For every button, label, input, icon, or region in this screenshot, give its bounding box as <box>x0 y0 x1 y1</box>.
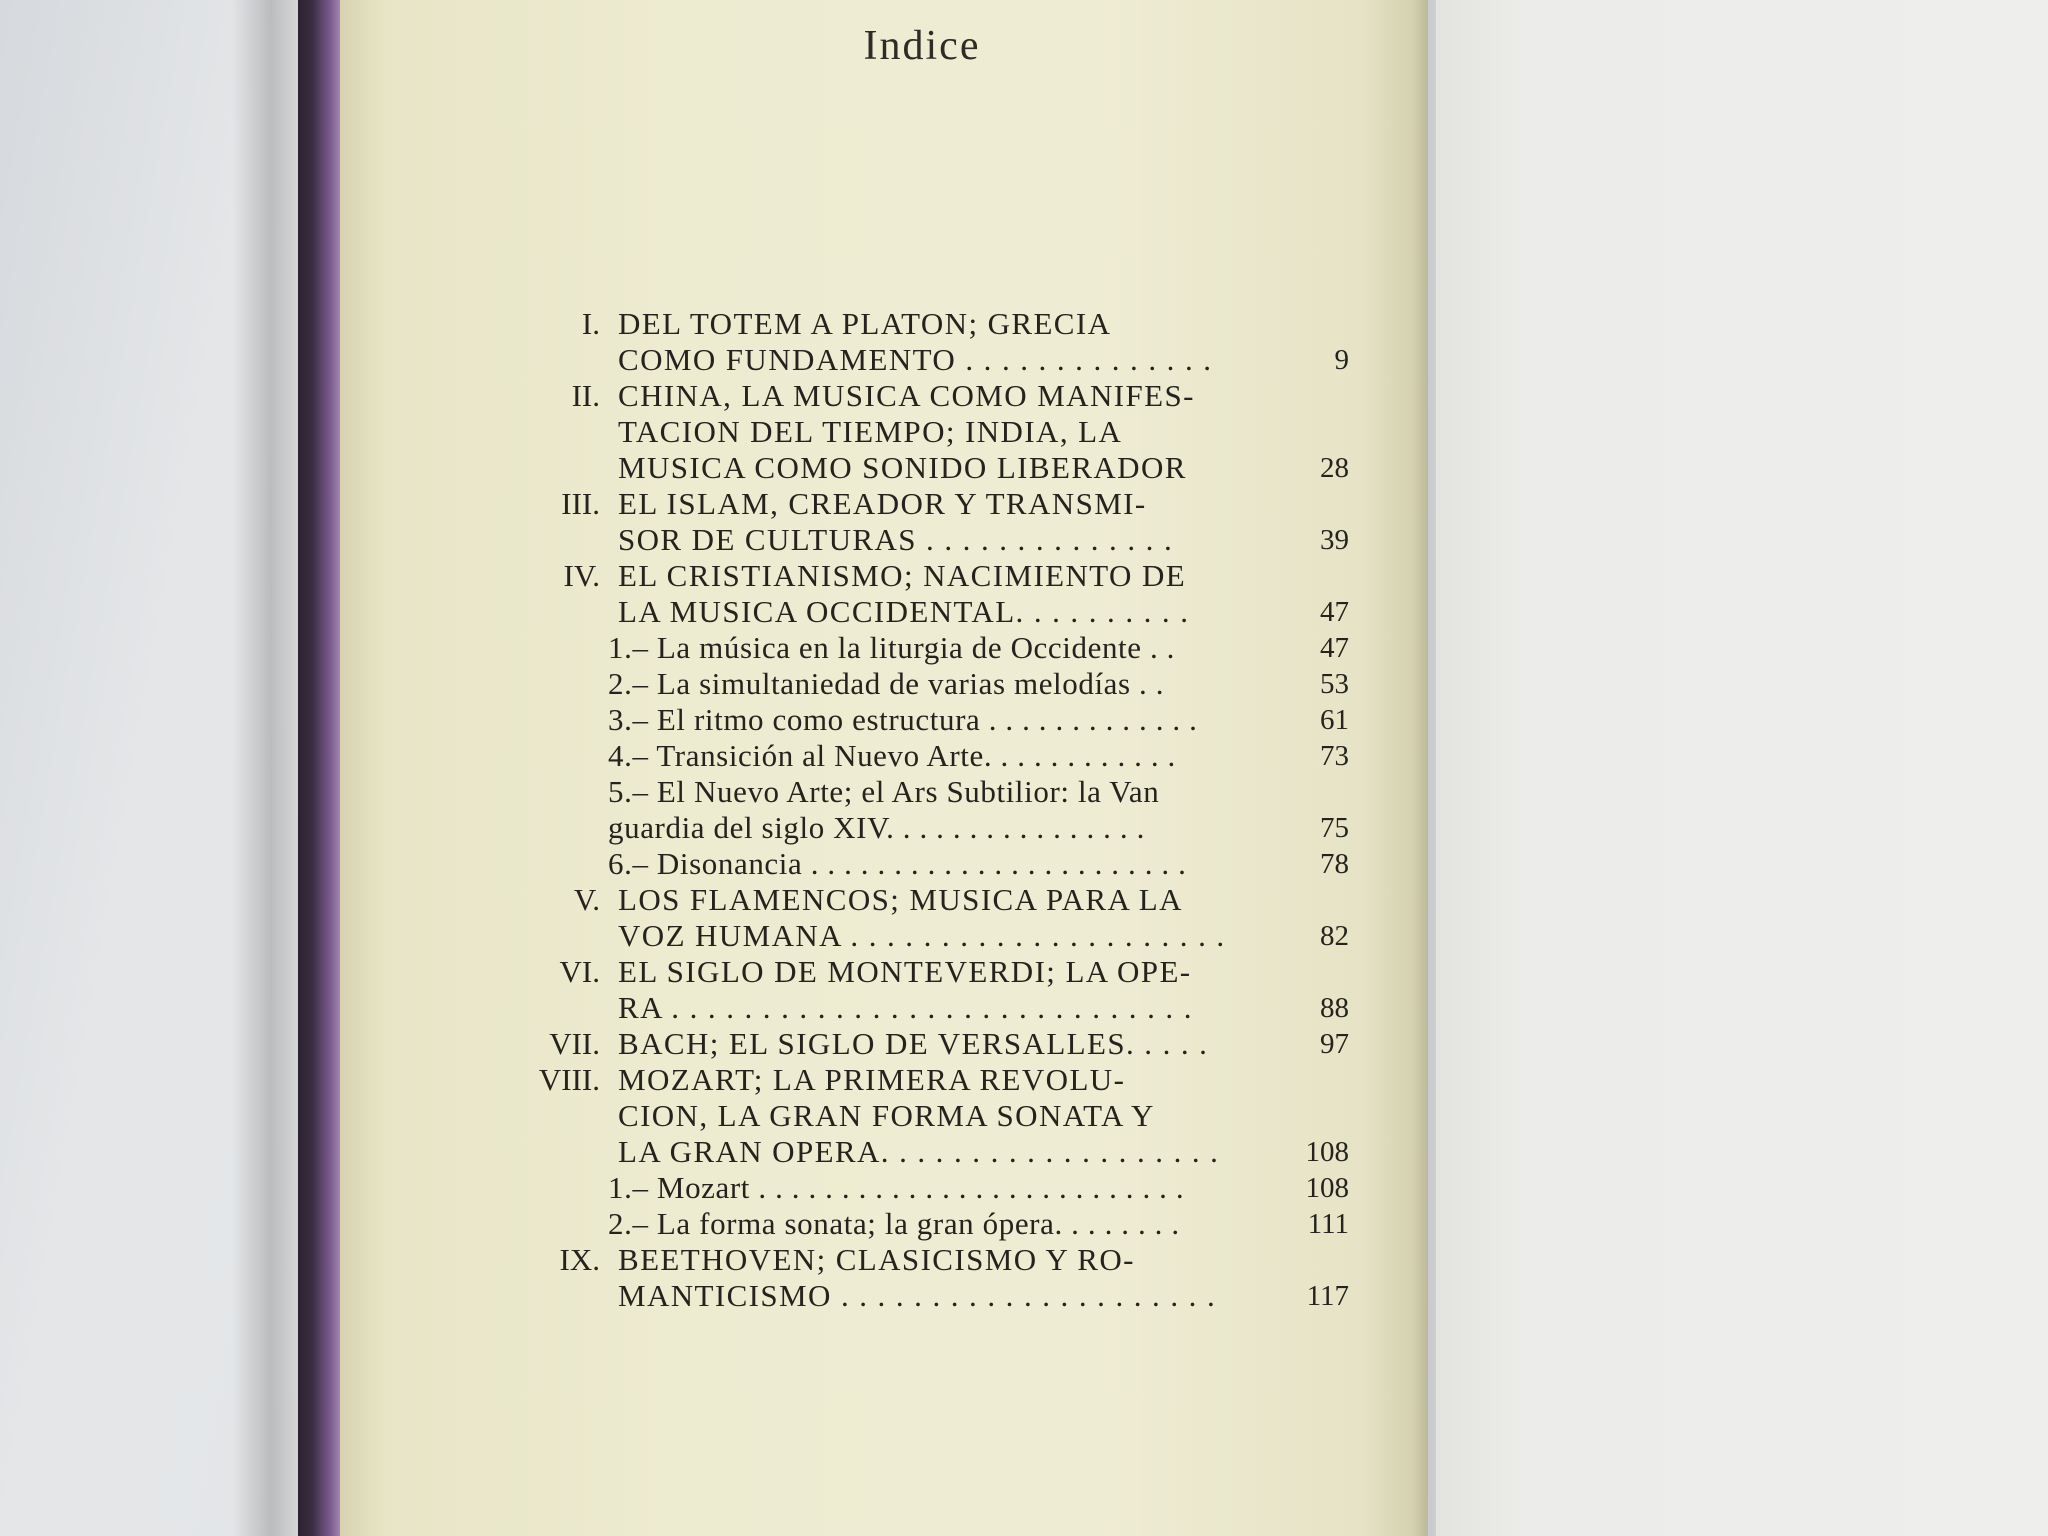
chapter-title: EL SIGLO DE MONTEVERDI; LA OPE- <box>618 954 1192 989</box>
chapter-number: I. <box>581 306 600 341</box>
page-number: 28 <box>1320 452 1349 484</box>
toc-line <box>500 1242 1360 1278</box>
page-number: 47 <box>1320 632 1349 664</box>
section-title: 1.– La música en la liturgia de Occidente . . <box>608 630 1176 665</box>
chapter-title: BACH; EL SIGLO DE VERSALLES. . . . . <box>618 1026 1209 1061</box>
page-number: 47 <box>1320 596 1349 628</box>
chapter-title: EL CRISTIANISMO; NACIMIENTO DE <box>618 558 1187 593</box>
page-number: 39 <box>1320 524 1349 556</box>
toc-line <box>500 342 1360 378</box>
chapter-title: CION, LA GRAN FORMA SONATA Y <box>618 1098 1155 1133</box>
toc-line <box>500 558 1360 594</box>
toc-line <box>500 306 1360 342</box>
title-text: Indice <box>863 23 981 69</box>
chapter-number: III. <box>561 486 600 521</box>
page-number: 117 <box>1306 1280 1349 1312</box>
toc-line <box>500 630 1360 666</box>
section-title: 2.– La forma sonata; la gran ópera. . . . . . . . <box>608 1206 1180 1241</box>
toc-line <box>500 882 1360 918</box>
chapter-title: DEL TOTEM A PLATON; GRECIA <box>618 306 1112 341</box>
chapter-title: LA GRAN OPERA. . . . . . . . . . . . . . . . . . . <box>618 1134 1220 1169</box>
section-title: guardia del siglo XIV. . . . . . . . . . . . . . . . <box>608 810 1145 845</box>
right-page <box>1436 0 2048 1536</box>
chapter-title: LA MUSICA OCCIDENTAL. . . . . . . . . . <box>618 594 1190 629</box>
chapter-number: VI. <box>559 954 600 989</box>
chapter-title: MUSICA COMO SONIDO LIBERADOR <box>618 450 1187 485</box>
toc-line <box>500 414 1360 450</box>
chapter-number: VIII. <box>538 1062 600 1097</box>
chapter-title: RA . . . . . . . . . . . . . . . . . . . . . . . . . . . . . <box>618 990 1193 1025</box>
page-number: 108 <box>1305 1172 1349 1204</box>
section-title: 3.– El ritmo como estructura . . . . . . . . . . . . . <box>608 702 1198 737</box>
page-number: 97 <box>1320 1028 1349 1060</box>
toc-line <box>500 486 1360 522</box>
page-number: 108 <box>1305 1136 1349 1168</box>
page-number: 78 <box>1320 848 1349 880</box>
chapter-number: IX. <box>559 1242 600 1277</box>
toc-line <box>500 522 1360 558</box>
page-number: 9 <box>1334 344 1349 376</box>
section-title: 2.– La simultaniedad de varias melodías . . <box>608 666 1165 701</box>
chapter-title: MOZART; LA PRIMERA REVOLU- <box>618 1062 1126 1097</box>
chapter-title: SOR DE CULTURAS . . . . . . . . . . . . . . <box>618 522 1174 557</box>
toc-line <box>500 594 1360 630</box>
page-number: 53 <box>1320 668 1349 700</box>
chapter-number: II. <box>571 378 600 413</box>
toc-line <box>500 702 1360 738</box>
chapter-number: V. <box>573 882 600 917</box>
section-title: 4.– Transición al Nuevo Arte. . . . . . . . . . . . <box>608 738 1176 773</box>
toc-line <box>500 990 1360 1026</box>
toc-line <box>500 954 1360 990</box>
table-of-contents <box>500 306 1360 1314</box>
page-number: 111 <box>1307 1208 1349 1240</box>
toc-line <box>500 846 1360 882</box>
page-number: 82 <box>1320 920 1349 952</box>
chapter-number: IV. <box>563 558 600 593</box>
chapter-title: BEETHOVEN; CLASICISMO Y RO- <box>618 1242 1135 1277</box>
chapter-title: TACION DEL TIEMPO; INDIA, LA <box>618 414 1123 449</box>
chapter-title: EL ISLAM, CREADOR Y TRANSMI- <box>618 486 1147 521</box>
toc-line <box>500 666 1360 702</box>
page-number: 73 <box>1320 740 1349 772</box>
toc-line <box>500 1170 1360 1206</box>
chapter-title: MANTICISMO . . . . . . . . . . . . . . . . . . . . . <box>618 1278 1217 1313</box>
page-number: 61 <box>1320 704 1349 736</box>
chapter-title: VOZ HUMANA . . . . . . . . . . . . . . . . . . . . . <box>618 918 1226 953</box>
section-title: 6.– Disonancia . . . . . . . . . . . . . . . . . . . . . . . <box>608 846 1187 881</box>
toc-line <box>500 1206 1360 1242</box>
page-number: 75 <box>1320 812 1349 844</box>
toc-line <box>500 1026 1360 1062</box>
page-number: 88 <box>1320 992 1349 1024</box>
toc-line <box>500 1278 1360 1314</box>
chapter-title: LOS FLAMENCOS; MUSICA PARA LA <box>618 882 1183 917</box>
page-title <box>0 22 2048 70</box>
section-title: 1.– Mozart . . . . . . . . . . . . . . . . . . . . . . . . . . <box>608 1170 1185 1205</box>
toc-line <box>500 1062 1360 1098</box>
toc-line <box>500 918 1360 954</box>
toc-line <box>500 774 1360 810</box>
chapter-number: VII. <box>549 1026 600 1061</box>
toc-line <box>500 738 1360 774</box>
toc-line <box>500 378 1360 414</box>
cover-shadow <box>232 0 302 1536</box>
toc-line <box>500 1134 1360 1170</box>
chapter-title: COMO FUNDAMENTO . . . . . . . . . . . . . . <box>618 342 1213 377</box>
toc-line <box>500 1098 1360 1134</box>
toc-line <box>500 450 1360 486</box>
chapter-title: CHINA, LA MUSICA COMO MANIFES- <box>618 378 1195 413</box>
toc-line <box>500 810 1360 846</box>
section-title: 5.– El Nuevo Arte; el Ars Subtilior: la Van <box>608 774 1160 809</box>
